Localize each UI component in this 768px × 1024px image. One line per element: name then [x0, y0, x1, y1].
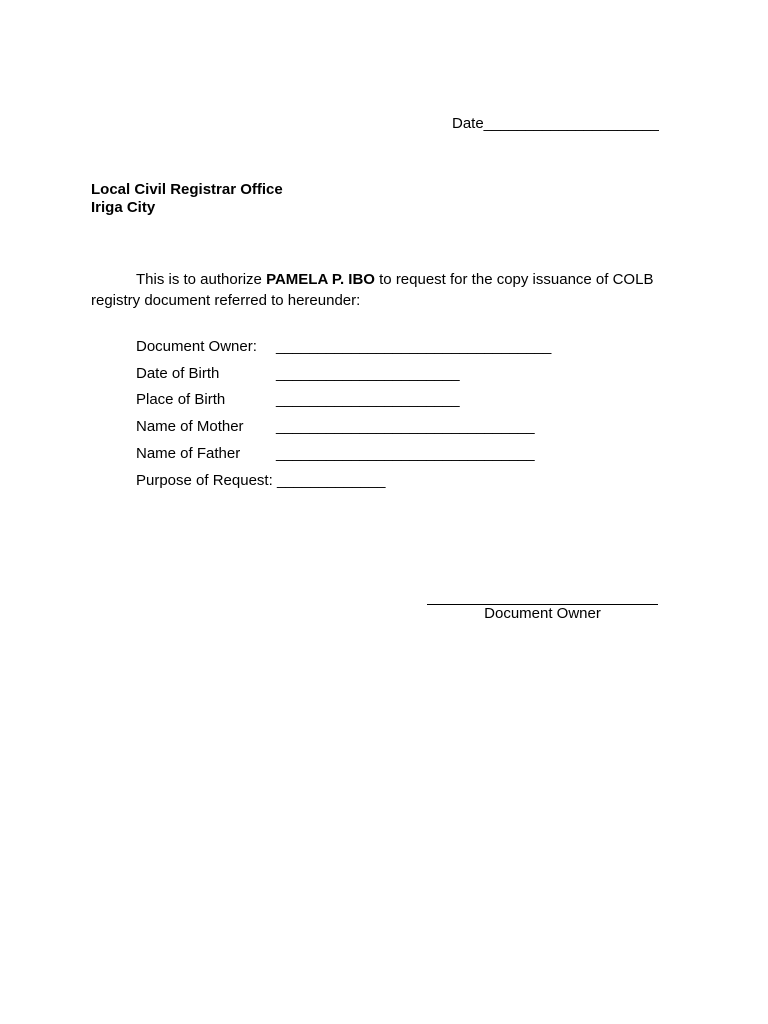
place-of-birth-label: Place of Birth [136, 391, 226, 408]
addressee-office: Local Civil Registrar Office [91, 181, 283, 198]
purpose-of-request-label: Purpose of Request: [136, 472, 273, 489]
paragraph-text-start: This is to authorize [136, 271, 267, 288]
name-of-father-label: Name of Father [136, 445, 241, 462]
authorization-paragraph [91, 269, 663, 311]
addressee-city: Iriga City [91, 199, 156, 216]
authorized-person-name: PAMELA P. IBO [266, 271, 375, 288]
date-of-birth-label: Date of Birth [136, 365, 220, 382]
date-of-birth-blank: ______________________ [276, 365, 460, 382]
name-of-father-blank: _______________________________ [276, 445, 535, 462]
name-of-mother-blank: _______________________________ [276, 418, 535, 435]
purpose-of-request-blank: _____________ [277, 472, 386, 489]
date-field: Date_____________________ [452, 115, 659, 132]
paragraph-text-end: to request for the copy issuance of COLB registry document referred to hereunder: [91, 271, 654, 309]
place-of-birth-blank: ______________________ [276, 391, 460, 408]
name-of-mother-label: Name of Mother [136, 418, 244, 435]
signature-label: Document Owner [484, 605, 601, 622]
document-owner-blank: _________________________________ [276, 338, 552, 355]
document-owner-label: Document Owner: [136, 338, 257, 355]
